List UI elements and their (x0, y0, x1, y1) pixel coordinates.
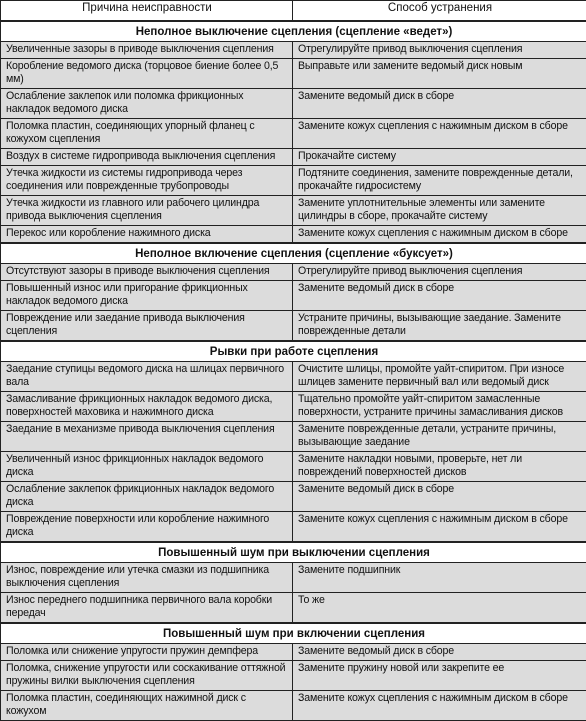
cause-cell: Увеличенный износ фрикционных накладок ведомого диска (1, 452, 293, 482)
cause-cell: Повышенный износ или пригорание фрикционных накладок ведомого диска (1, 281, 293, 311)
table-row (1, 691, 586, 721)
cause-cell: Поломка пластин, соединяющих нажимной диск с кожухом (1, 691, 293, 721)
table-row (1, 392, 586, 422)
fix-cell: Тщательно промойте уайт-спиритом замасленные поверхности, устраните причины замасливания дисков (293, 392, 586, 422)
table-row (1, 59, 586, 89)
cause-cell: Воздух в системе гидропривода выключения сцепления (1, 149, 293, 166)
fix-cell: Замените уплотнительные элементы или замените цилиндры в сборе, прокачайте систему (293, 196, 586, 226)
table-row (1, 644, 586, 661)
header-cause: Причина неисправности (1, 1, 293, 22)
fix-cell: То же (293, 593, 586, 624)
cause-cell: Замасливание фрикционных накладок ведомого диска, поверхностей маховика и нажимного диска (1, 392, 293, 422)
section-title: Рывки при работе сцепления (1, 341, 586, 362)
cause-cell: Коробление ведомого диска (торцовое биение более 0,5 мм) (1, 59, 293, 89)
cause-cell: Ослабление заклепок фрикционных накладок ведомого диска (1, 482, 293, 512)
cause-cell: Отсутствуют зазоры в приводе выключения сцепления (1, 264, 293, 281)
cause-cell: Поломка пластин, соединяющих упорный фланец с кожухом сцепления (1, 119, 293, 149)
table-row (1, 89, 586, 119)
fix-cell: Отрегулируйте привод выключения сцепления (293, 42, 586, 59)
fix-cell: Подтяните соединения, замените поврежденные детали, прокачайте гидросистему (293, 166, 586, 196)
table-header-row (1, 1, 586, 22)
table-row (1, 512, 586, 543)
section-header-row (1, 341, 586, 362)
table-row (1, 166, 586, 196)
table-row (1, 593, 586, 624)
fix-cell: Замените ведомый диск в сборе (293, 482, 586, 512)
cause-cell: Износ переднего подшипника первичного вала коробки передач (1, 593, 293, 624)
fix-cell: Замените кожух сцепления с нажимным диском в сборе (293, 119, 586, 149)
section-title: Повышенный шум при включении сцепления (1, 623, 586, 644)
fix-cell: Замените накладки новыми, проверьте, нет ли повреждений поверхностей дисков (293, 452, 586, 482)
table-row (1, 196, 586, 226)
fix-cell: Замените кожух сцепления с нажимным диском в сборе (293, 226, 586, 244)
table-row (1, 119, 586, 149)
cause-cell: Заедание в механизме привода выключения сцепления (1, 422, 293, 452)
cause-cell: Износ, повреждение или утечка смазки из подшипника выключения сцепления (1, 563, 293, 593)
table-row (1, 452, 586, 482)
fix-cell: Замените кожух сцепления с нажимным диском в сборе (293, 512, 586, 543)
table-row (1, 422, 586, 452)
table-row (1, 563, 586, 593)
cause-cell: Увеличенные зазоры в приводе выключения сцепления (1, 42, 293, 59)
table-row (1, 311, 586, 342)
fix-cell: Замените ведомый диск в сборе (293, 89, 586, 119)
cause-cell: Поломка, снижение упругости или соскакивание оттяжной пружины вилки выключения сцепления (1, 661, 293, 691)
section-header-row (1, 623, 586, 644)
section-header-row (1, 243, 586, 264)
fix-cell: Прокачайте систему (293, 149, 586, 166)
cause-cell: Повреждение поверхности или коробление нажимного диска (1, 512, 293, 543)
table-row (1, 42, 586, 59)
fix-cell: Замените ведомый диск в сборе (293, 644, 586, 661)
section-header-row (1, 542, 586, 563)
fix-cell: Устраните причины, вызывающие заедание. Замените поврежденные детали (293, 311, 586, 342)
table-row (1, 482, 586, 512)
cause-cell: Поломка или снижение упругости пружин демпфера (1, 644, 293, 661)
cause-cell: Повреждение или заедание привода выключения сцепления (1, 311, 293, 342)
table-row (1, 226, 586, 244)
fix-cell: Очистите шлицы, промойте уайт-спиритом. При износе шлицев замените первичный вал или ведомый диск (293, 362, 586, 392)
cause-cell: Ослабление заклепок или поломка фрикционных накладок ведомого диска (1, 89, 293, 119)
section-title: Неполное включение сцепления (сцепление «буксует») (1, 243, 586, 264)
cause-cell: Перекос или коробление нажимного диска (1, 226, 293, 244)
fix-cell: Отрегулируйте привод выключения сцепления (293, 264, 586, 281)
section-title: Неполное выключение сцепления (сцепление «ведет») (1, 21, 586, 42)
fix-cell: Замените пружину новой или закрепите ее (293, 661, 586, 691)
table-row (1, 362, 586, 392)
section-title: Повышенный шум при выключении сцепления (1, 542, 586, 563)
fix-cell: Замените поврежденные детали, устраните причины, вызывающие заедание (293, 422, 586, 452)
fix-cell: Выправьте или замените ведомый диск новым (293, 59, 586, 89)
table-row (1, 281, 586, 311)
table-row (1, 264, 586, 281)
table-body (1, 21, 586, 721)
section-header-row (1, 21, 586, 42)
header-fix: Способ устранения (293, 1, 586, 22)
fix-cell: Замените кожух сцепления с нажимным диском в сборе (293, 691, 586, 721)
fix-cell: Замените подшипник (293, 563, 586, 593)
cause-cell: Утечка жидкости из системы гидропривода через соединения или поврежденные трубопроводы (1, 166, 293, 196)
table-row (1, 149, 586, 166)
cause-cell: Утечка жидкости из главного или рабочего цилиндра привода выключения сцепления (1, 196, 293, 226)
cause-cell: Заедание ступицы ведомого диска на шлицах первичного вала (1, 362, 293, 392)
fix-cell: Замените ведомый диск в сборе (293, 281, 586, 311)
